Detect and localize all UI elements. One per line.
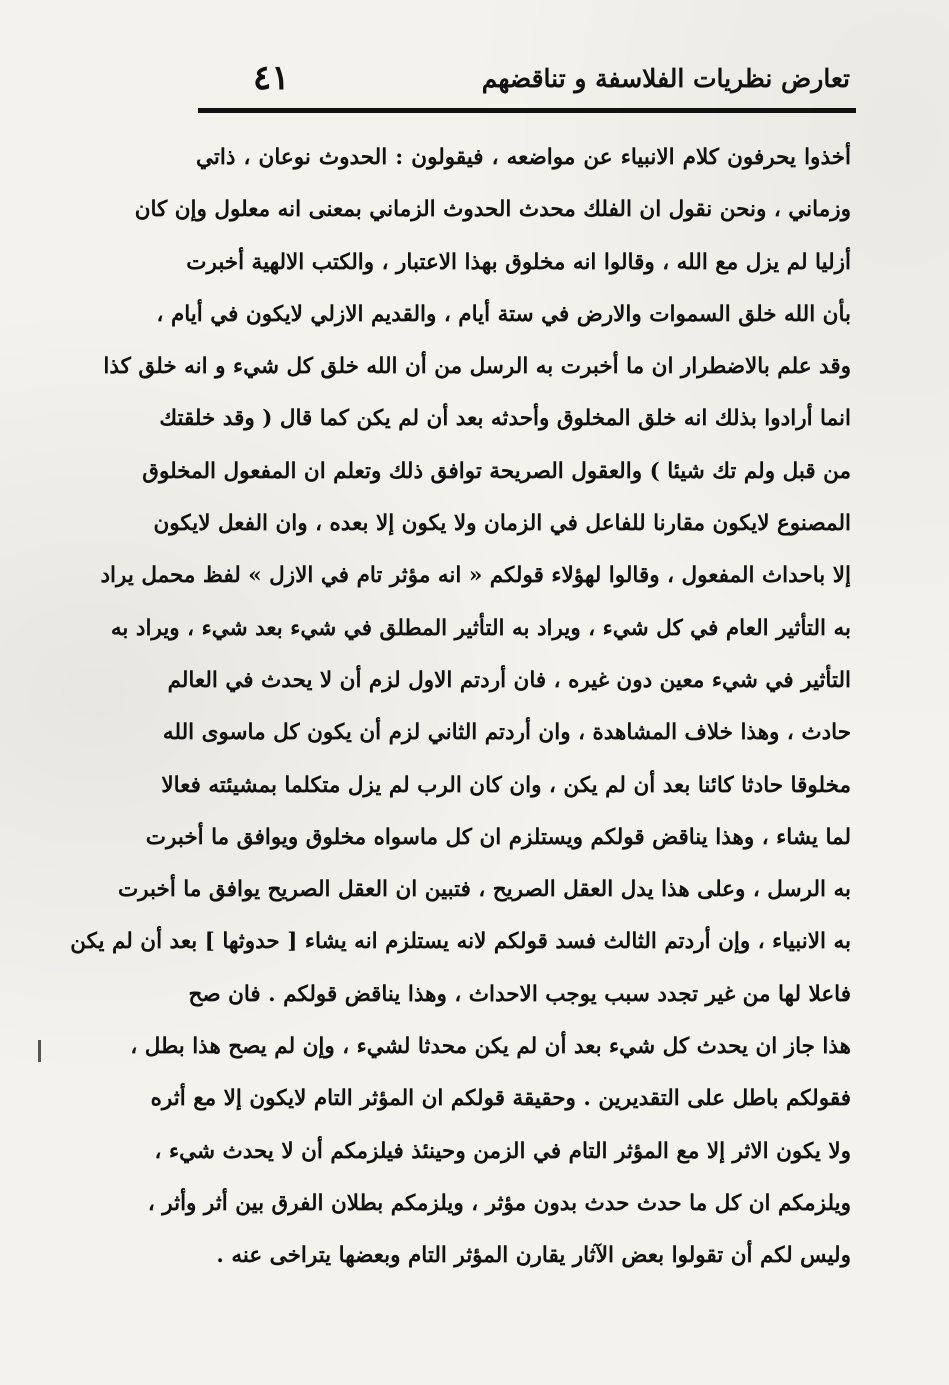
text-line: فقولكم باطل على التقديرين . وحقيقة قولكم ان المؤثر التام لايكون إلا مع أثره [150,1086,851,1112]
text-line: ولا يكون الاثر إلا مع المؤثر التام في الزمن وحينئذ فيلزمكم أن لا يحدث شيء ، [154,1138,851,1164]
text-line: وزماني ، ونحن نقول ان الفلك محدث الحدوث الزماني بمعنى انه معلول وإن كان [134,197,851,223]
text-line: التأثير في شيء معين دون غيره ، فان أردتم الاول لزم أن لا يحدث في العالم [167,667,851,693]
text-line: وليس لكم أن تقولوا بعض الآثار يقارن المؤثر التام وبعضها يتراخى عنه . [216,1243,851,1269]
text-line: أخذوا يحرفون كلام الانبياء عن مواضعه ، فيقولون : الحدوث نوعان ، ذاتي [196,145,851,170]
text-line: به الرسل ، وعلى هذا يدل العقل الصريح ، فتبين ان العقل الصريح يوافق ما أخبرت [117,877,851,903]
text-line: بأن الله خلق السموات والارض في ستة أيام ، والقديم الازلي لايكون في أيام ، [156,301,851,327]
text-line: لما يشاء ، وهذا يناقض قولكم ويستلزم ان كل ماسواه مخلوق ويوافق ما أخبرت [145,824,851,850]
text-line: حادث ، وهذا خلاف المشاهدة ، وان أردتم الثاني لزم أن يكون كل ماسوى الله [162,720,851,746]
page-header [205,58,850,106]
body-text [70,132,851,1283]
text-line: مخلوقا حادثا كائنا بعد أن لم يكن ، وان كان الرب لم يزل متكلما بمشيئته فعالا [161,772,851,798]
text-line: به التأثير العام في كل شيء ، ويراد به التأثير المطلق في شيء بعد شيء ، ويراد به [110,615,851,641]
margin-mark [38,1040,41,1062]
text-line: أزليا لم يزل مع الله ، وقالوا انه مخلوق بهذا الاعتبار ، والكتب الالهية أخبرت [186,249,851,275]
text-line: هذا جاز ان يحدث كل شيء بعد أن لم يكن محدثا لشيء ، وإن لم يصح هذا بطل ، [130,1034,851,1060]
text-line: وقد علم بالاضطرار ان ما أخبرت به الرسل من أن الله خلق كل شيء و انه خلق كذا [103,354,851,380]
text-line: ويلزمكم ان كل ما حدث حدث بدون مؤثر ، ويلزمكم بطلان الفرق بين أثر وأثر ، [147,1190,851,1216]
text-line: به الانبياء ، وإن أردتم الثالث فسد قولكم لانه يستلزم انه يشاء [ حدوثها ] بعد أن لم يكن [70,929,851,955]
text-line: فاعلا لها من غير تجدد سبب يوجب الاحداث ، وهذا يناقض قولكم . فان صح [188,981,851,1007]
text-line: من قبل ولم تك شيئا ) والعقول الصريحة توافق ذلك وتعلم ان المفعول المخلوق [142,458,851,484]
text-line: إلا باحداث المفعول ، وقالوا لهؤلاء قولكم « انه مؤثر تام في الازل » لفظ محمل يراد [100,563,851,589]
running-title: تعارض نظريات الفلاسفة و تناقضهم [481,64,850,93]
page-number: ٤١ [253,58,290,98]
text-line: المصنوع لايكون مقارنا للفاعل في الزمان ولا يكون إلا بعده ، وان الفعل لايكون [153,511,851,537]
header-rule [198,108,856,113]
text-line: انما أرادوا بذلك انه خلق المخلوق وأحدثه بعد أن لم يكن كما قال ( وقد خلقتك [159,406,851,432]
